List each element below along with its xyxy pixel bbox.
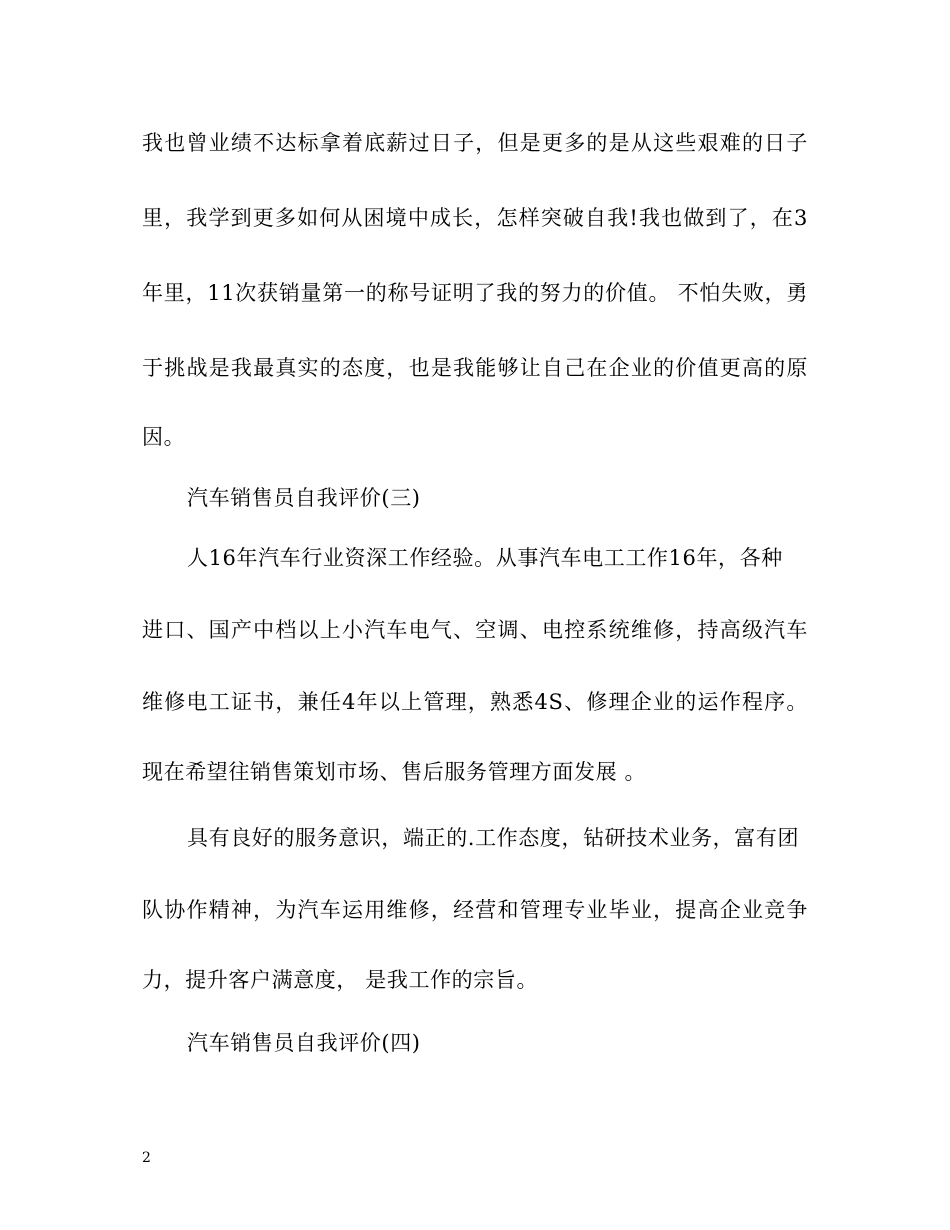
paragraph-line-7: 进口、国产中档以上小汽车电气、空调、电控系统维修，持高级汽车 <box>142 618 808 642</box>
section-heading-4: 汽车销售员自我评价(四) <box>187 1031 421 1055</box>
paragraph-line-3: 年里，11次获销量第一的称号证明了我的努力的价值。 不怕失败，勇 <box>142 281 808 305</box>
paragraph-line-11: 队协作精神，为汽车运用维修，经营和管理专业毕业，提高企业竞争 <box>142 898 808 922</box>
page-number: 2 <box>142 1150 151 1166</box>
section-heading-3: 汽车销售员自我评价(三) <box>187 486 421 510</box>
paragraph-line-1: 我也曾业绩不达标拿着底薪过日子，但是更多的是从这些艰难的日子 <box>142 131 808 155</box>
paragraph-line-4: 于挑战是我最真实的态度，也是我能够让自己在企业的价值更高的原 <box>142 356 808 380</box>
paragraph-line-5: 因。 <box>142 425 186 449</box>
paragraph-line-12: 力，提升客户满意度， 是我工作的宗旨。 <box>142 968 539 992</box>
paragraph-line-10: 具有良好的服务意识，端正的.工作态度，钻研技术业务，富有团 <box>187 826 800 850</box>
paragraph-line-2: 里，我学到更多如何从困境中成长，怎样突破自我!我也做到了，在3 <box>142 206 808 230</box>
paragraph-line-9: 现在希望往销售策划市场、售后服务管理方面发展 。 <box>142 760 647 784</box>
paragraph-line-8: 维修电工证书，兼任4年以上管理，熟悉4S、修理企业的运作程序。 <box>142 690 808 714</box>
paragraph-line-6: 人16年汽车行业资深工作经验。从事汽车电工工作16年，各种 <box>187 546 783 570</box>
